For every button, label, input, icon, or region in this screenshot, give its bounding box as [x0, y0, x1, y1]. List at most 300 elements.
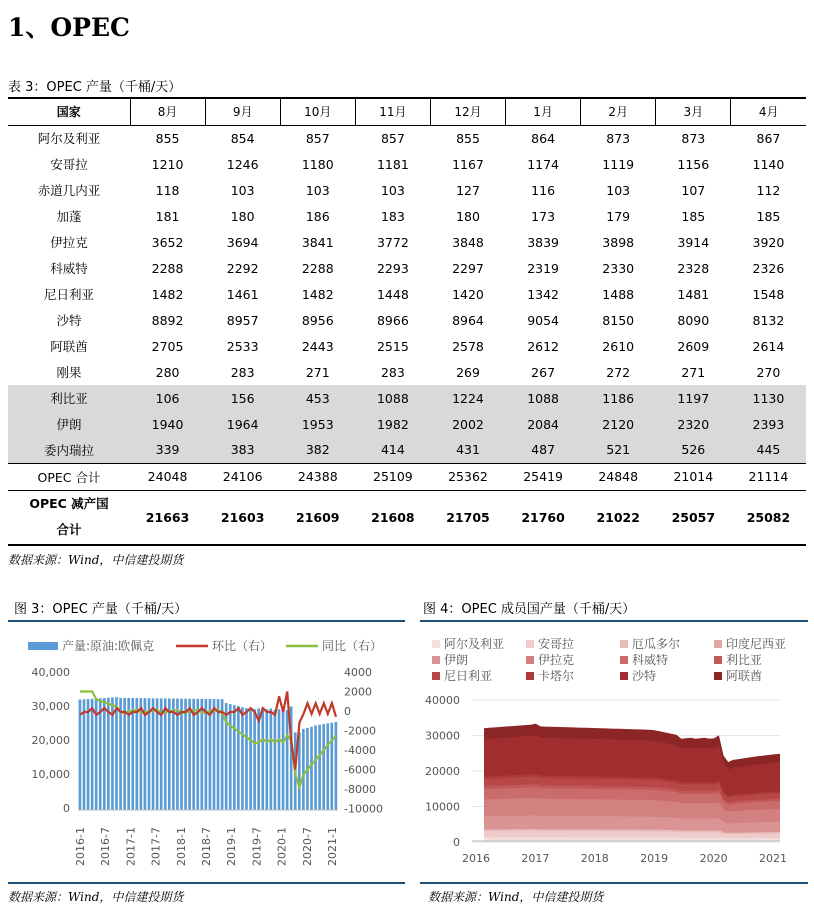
production-value: 383 — [205, 437, 280, 463]
production-bar — [164, 698, 167, 810]
production-value: 1342 — [527, 286, 559, 302]
x-axis-tick: 2016-1 — [74, 827, 87, 866]
production-value: 127 — [456, 182, 480, 198]
production-bar — [184, 699, 187, 810]
production-bar — [91, 699, 94, 810]
production-value: 2326 — [752, 260, 785, 276]
production-value: 103 — [606, 182, 631, 198]
x-axis-tick: 2018 — [580, 852, 609, 865]
header-country: 国家 — [8, 98, 130, 125]
country-name: 尼日利亚 — [43, 287, 94, 302]
table-row — [8, 229, 806, 255]
fig3-title: 图 3：OPEC 产量（千桶/天） — [14, 602, 188, 617]
production-value: 1482 — [301, 286, 334, 302]
production-bar — [217, 699, 220, 810]
cut-total-value: 21609 — [280, 490, 355, 545]
production-value: 1119 — [602, 156, 635, 172]
header-month: 10月 — [280, 98, 355, 125]
production-value: 2320 — [656, 411, 731, 437]
right-axis-tick: -2000 — [344, 724, 376, 738]
table-row — [8, 151, 806, 177]
x-axis-tick: 2018-7 — [200, 827, 213, 866]
production-value: 8964 — [452, 312, 484, 328]
fig3-top-rule — [8, 620, 405, 622]
header-month: 12月 — [430, 98, 505, 125]
production-bar — [99, 698, 102, 810]
production-value: 156 — [205, 385, 280, 411]
production-value: 526 — [656, 437, 731, 463]
production-value: 855 — [155, 130, 180, 146]
legend-label-yoy: 同比（右） — [322, 639, 383, 653]
production-value: 180 — [456, 208, 480, 224]
production-value: 9054 — [527, 312, 559, 328]
production-value: 382 — [280, 437, 355, 463]
production-value: 1186 — [581, 385, 656, 411]
cut-total-value: 21608 — [355, 490, 430, 545]
country-name: 刚果 — [56, 365, 82, 380]
production-value: 267 — [531, 364, 556, 380]
production-bar — [310, 727, 313, 810]
country-name: 伊朗 — [8, 411, 130, 437]
x-axis-tick: 2019 — [640, 852, 669, 865]
cut-total-label — [8, 490, 130, 545]
production-value: 116 — [531, 182, 556, 198]
production-value: 1420 — [452, 286, 484, 302]
production-value: 103 — [305, 182, 330, 198]
production-value: 1140 — [752, 156, 785, 172]
cut-total-label-line2: 合计 — [56, 522, 82, 538]
production-bar — [107, 698, 110, 810]
production-value: 179 — [606, 208, 631, 224]
cut-total-value: 25057 — [656, 490, 731, 545]
production-value: 107 — [681, 182, 706, 198]
legend-swatch — [432, 640, 440, 648]
production-bar — [200, 699, 203, 810]
production-bar — [278, 709, 281, 810]
x-axis-tick: 2017-1 — [124, 827, 138, 866]
production-value: 2515 — [376, 338, 409, 354]
production-value: 1167 — [452, 156, 484, 172]
production-value: 1461 — [226, 286, 259, 302]
table-row — [8, 333, 806, 359]
x-axis-tick: 2016 — [462, 852, 490, 865]
production-value: 2614 — [752, 338, 785, 354]
fig3-chart — [8, 626, 408, 878]
production-value: 3848 — [452, 234, 484, 250]
country-name: 阿联酋 — [50, 339, 88, 354]
production-value: 118 — [155, 182, 180, 198]
cut-total-value: 21663 — [130, 490, 205, 545]
production-bar — [131, 698, 134, 810]
production-value: 854 — [230, 130, 255, 146]
production-value: 1964 — [205, 411, 280, 437]
production-value: 521 — [581, 437, 656, 463]
production-bar — [152, 698, 155, 810]
production-value: 3839 — [527, 234, 559, 250]
production-value: 1488 — [602, 286, 635, 302]
y-axis-tick: 30000 — [425, 729, 460, 743]
production-value: 283 — [380, 364, 405, 380]
production-bar — [168, 698, 171, 810]
production-value: 1088 — [355, 385, 430, 411]
x-axis-tick: 2021-1 — [326, 827, 339, 866]
production-value: 2443 — [301, 338, 334, 354]
fig4-top-rule — [420, 620, 808, 622]
table-row — [8, 203, 806, 229]
legend-label: 伊朗 — [444, 653, 469, 667]
table-row — [8, 411, 806, 437]
production-bar — [140, 698, 143, 810]
production-bar — [314, 725, 317, 810]
production-value: 8892 — [151, 312, 184, 328]
production-bar — [330, 723, 333, 810]
production-value: 280 — [155, 364, 180, 380]
total-value: 24106 — [205, 463, 280, 490]
production-bar — [87, 699, 90, 810]
total-label: OPEC 合计 — [8, 463, 130, 490]
production-bar — [261, 710, 264, 810]
cut-total-value: 21603 — [205, 490, 280, 545]
production-value: 3898 — [602, 234, 635, 250]
country-name: 科威特 — [50, 261, 88, 276]
production-value: 1224 — [430, 385, 505, 411]
country-name: 利比亚 — [8, 385, 130, 411]
legend-label: 利比亚 — [726, 653, 763, 667]
total-value: 24848 — [581, 463, 656, 490]
header-month: 9月 — [205, 98, 280, 125]
table-row — [8, 255, 806, 281]
x-axis-tick: 2020-1 — [275, 827, 289, 866]
fig4-chart — [420, 626, 808, 878]
y-axis-tick: 40000 — [425, 694, 460, 707]
production-value: 181 — [155, 208, 180, 224]
total-value: 21014 — [656, 463, 731, 490]
total-value: 21114 — [731, 463, 806, 490]
production-value: 857 — [305, 130, 330, 146]
total-value: 25419 — [506, 463, 581, 490]
production-value: 453 — [280, 385, 355, 411]
x-axis-tick: 2016-7 — [99, 827, 113, 866]
table-row — [8, 359, 806, 385]
production-bar — [286, 710, 289, 810]
legend-swatch — [620, 640, 628, 648]
production-value: 2609 — [677, 338, 710, 354]
production-bar — [115, 697, 118, 810]
country-name: 沙特 — [56, 313, 82, 328]
production-value: 2288 — [151, 260, 184, 276]
legend-label: 印度尼西亚 — [726, 637, 787, 651]
production-value: 1448 — [376, 286, 409, 302]
production-bar — [103, 698, 106, 810]
cut-total-value: 25082 — [731, 490, 806, 545]
production-value: 2297 — [452, 260, 484, 276]
table-row — [8, 307, 806, 333]
production-value: 414 — [355, 437, 430, 463]
production-bar — [83, 699, 86, 810]
right-axis-tick: 2000 — [344, 685, 372, 699]
country-name: 赤道几内亚 — [37, 183, 101, 198]
production-value: 2705 — [151, 338, 184, 354]
production-value: 1174 — [527, 156, 559, 172]
production-value: 1130 — [731, 385, 806, 411]
total-value: 24048 — [130, 463, 205, 490]
legend-label: 安哥拉 — [538, 637, 575, 651]
table-row — [8, 437, 806, 463]
fig3-source-note: 数据来源：Wind，中信建投期货 — [8, 890, 184, 904]
production-bar — [156, 698, 159, 810]
table-row — [8, 281, 806, 307]
production-value: 173 — [531, 208, 556, 224]
production-value: 431 — [430, 437, 505, 463]
legend-label: 厄瓜多尔 — [632, 637, 681, 651]
x-axis-tick: 2017 — [521, 852, 550, 865]
production-value: 2610 — [602, 338, 635, 354]
legend-swatch — [620, 672, 628, 680]
production-value: 270 — [756, 364, 781, 380]
legend-swatch — [526, 656, 534, 664]
fig4-bottom-rule — [420, 882, 808, 884]
x-axis-tick: 2017-7 — [149, 827, 163, 866]
production-bar — [229, 704, 232, 810]
production-value: 2288 — [301, 260, 334, 276]
production-value: 2293 — [376, 260, 409, 276]
production-bar — [274, 710, 277, 810]
production-value: 2292 — [226, 260, 259, 276]
header-month: 1月 — [506, 98, 581, 125]
production-value: 3694 — [226, 234, 259, 250]
right-axis-tick: -4000 — [344, 744, 376, 757]
total-value: 25109 — [355, 463, 430, 490]
production-value: 1210 — [151, 156, 184, 172]
legend-swatch — [526, 640, 534, 648]
legend-swatch — [432, 672, 440, 680]
left-axis-tick: 20,000 — [31, 734, 70, 747]
header-month: 11月 — [355, 98, 430, 125]
production-bar — [318, 725, 321, 810]
production-bar — [123, 698, 126, 810]
y-axis-tick: 10000 — [425, 800, 460, 814]
production-value: 1982 — [355, 411, 430, 437]
production-value: 3772 — [376, 234, 409, 250]
legend-label: 卡塔尔 — [538, 669, 575, 683]
production-value: 873 — [681, 130, 706, 146]
cut-total-value: 21760 — [506, 490, 581, 545]
production-bar — [135, 698, 138, 810]
production-value: 1246 — [226, 156, 259, 172]
production-bar — [119, 698, 122, 810]
production-bar — [322, 724, 325, 810]
left-axis-tick: 0 — [63, 802, 70, 815]
x-axis-tick: 2019-7 — [250, 827, 264, 866]
legend-swatch — [714, 672, 722, 680]
production-value: 3652 — [151, 234, 184, 250]
production-value: 1180 — [301, 156, 334, 172]
country-name: 安哥拉 — [50, 157, 88, 172]
section-heading: 1、OPEC — [8, 13, 130, 42]
legend-swatch — [526, 672, 534, 680]
total-row — [8, 463, 806, 490]
production-bar — [237, 706, 240, 810]
production-value: 2612 — [527, 338, 559, 354]
legend-label: 沙特 — [632, 669, 657, 683]
production-value: 8956 — [301, 312, 334, 328]
production-value: 3841 — [301, 234, 334, 250]
right-axis-tick: -6000 — [344, 763, 376, 777]
cut-total-value: 21705 — [430, 490, 505, 545]
production-value: 103 — [230, 182, 255, 198]
country-name: 加蓬 — [56, 209, 82, 224]
production-value: 8966 — [376, 312, 409, 328]
production-bar — [213, 699, 216, 810]
production-value: 8090 — [677, 312, 710, 328]
table-row — [8, 177, 806, 203]
production-value: 2578 — [452, 338, 484, 354]
production-bar — [265, 709, 268, 810]
production-value: 1940 — [130, 411, 205, 437]
production-value: 8957 — [226, 312, 259, 328]
production-value: 8150 — [602, 312, 635, 328]
production-bar — [253, 709, 256, 810]
production-value: 112 — [756, 182, 781, 198]
production-value: 1156 — [677, 156, 710, 172]
legend-swatch — [714, 656, 722, 664]
production-value: 185 — [681, 208, 706, 224]
production-value: 857 — [380, 130, 405, 146]
production-bar — [282, 709, 285, 810]
production-value: 283 — [230, 364, 255, 380]
left-axis-tick: 30,000 — [31, 700, 70, 713]
production-bar — [196, 699, 199, 810]
header-month: 4月 — [731, 98, 806, 125]
x-axis-tick: 2020 — [699, 852, 728, 865]
left-axis-tick: 10,000 — [31, 768, 70, 781]
production-value: 2393 — [731, 411, 806, 437]
production-value: 271 — [681, 364, 706, 380]
production-value: 2533 — [226, 338, 259, 354]
legend-label: 阿尔及利亚 — [444, 637, 505, 651]
production-value: 271 — [305, 364, 330, 380]
legend-label: 尼日利亚 — [444, 669, 493, 683]
header-month: 3月 — [656, 98, 731, 125]
production-value: 2319 — [527, 260, 559, 276]
production-value: 1482 — [151, 286, 184, 302]
table-caption: 表 3：OPEC 产量（千桶/天） — [8, 80, 182, 95]
header-month: 8月 — [130, 98, 205, 125]
production-bar — [180, 699, 183, 810]
production-value: 867 — [756, 130, 781, 146]
production-value: 2002 — [430, 411, 505, 437]
production-bar — [257, 709, 260, 810]
country-name: 阿尔及利亚 — [37, 131, 101, 147]
legend-swatch — [432, 656, 440, 664]
cut-total-value: 21022 — [581, 490, 656, 545]
production-value: 103 — [380, 182, 405, 198]
cut-total-label-line1: OPEC 减产国 — [29, 496, 109, 512]
production-value: 2330 — [602, 260, 635, 276]
production-bar — [79, 700, 82, 810]
x-axis-tick: 2019-1 — [225, 827, 239, 866]
legend-swatch — [620, 656, 628, 664]
production-value: 1548 — [752, 286, 785, 302]
production-value: 8132 — [752, 312, 785, 328]
production-value: 855 — [456, 130, 480, 146]
legend-label: 伊拉克 — [538, 653, 575, 667]
production-value: 2328 — [677, 260, 710, 276]
table-source-note: 数据来源：Wind，中信建投期货 — [8, 553, 184, 567]
mom-line — [80, 692, 336, 770]
production-bar — [188, 699, 191, 810]
production-bar — [302, 729, 305, 810]
right-axis-tick: 4000 — [344, 666, 372, 679]
production-bar — [205, 699, 208, 810]
production-value: 106 — [130, 385, 205, 411]
fig3-bottom-rule — [8, 882, 405, 884]
country-name: 委内瑞拉 — [8, 437, 130, 463]
production-value: 186 — [305, 208, 330, 224]
legend-label-mom: 环比（右） — [212, 639, 273, 653]
production-value: 864 — [531, 130, 556, 146]
production-value: 3914 — [677, 234, 710, 250]
production-value: 1088 — [506, 385, 581, 411]
y-axis-tick: 20000 — [425, 765, 460, 778]
production-value: 185 — [756, 208, 781, 224]
production-bar — [249, 710, 252, 810]
country-name: 伊拉克 — [50, 235, 88, 250]
production-value: 180 — [230, 208, 255, 224]
fig4-source-note: 数据来源：Wind，中信建投期货 — [428, 890, 604, 904]
production-value: 269 — [456, 364, 480, 380]
x-axis-tick: 2021 — [759, 852, 787, 865]
production-bar — [326, 723, 329, 810]
production-value: 1197 — [656, 385, 731, 411]
production-bar — [245, 708, 248, 810]
x-axis-tick: 2020-7 — [300, 827, 314, 866]
cut-total-row — [8, 490, 806, 545]
production-value: 2120 — [581, 411, 656, 437]
right-axis-tick: 0 — [344, 705, 351, 718]
production-value: 1953 — [280, 411, 355, 437]
x-axis-tick: 2018-1 — [174, 827, 188, 866]
production-value: 2084 — [506, 411, 581, 437]
legend-swatch — [714, 640, 722, 648]
table-row — [8, 125, 806, 151]
total-value: 25362 — [430, 463, 505, 490]
header-month: 2月 — [581, 98, 656, 125]
opec-production-table — [8, 97, 806, 546]
production-value: 339 — [130, 437, 205, 463]
production-bar — [241, 707, 244, 810]
production-value: 1181 — [376, 156, 409, 172]
production-bar — [172, 699, 175, 810]
left-axis-tick: 40,000 — [31, 666, 70, 679]
production-value: 445 — [731, 437, 806, 463]
legend-label: 阿联酋 — [726, 669, 763, 683]
legend-label-production: 产量:原油:欧佩克 — [62, 639, 155, 653]
fig4-title: 图 4：OPEC 成员国产量（千桶/天） — [423, 602, 636, 617]
production-value: 873 — [606, 130, 631, 146]
table-row — [8, 385, 806, 411]
right-axis-tick: -8000 — [344, 783, 376, 796]
table-header-row — [8, 98, 806, 125]
total-value: 24388 — [280, 463, 355, 490]
production-value: 183 — [380, 208, 405, 224]
production-value: 487 — [506, 437, 581, 463]
y-axis-tick: 0 — [453, 836, 460, 849]
production-value: 1481 — [677, 286, 710, 302]
production-value: 272 — [606, 364, 631, 380]
production-bar — [270, 709, 273, 810]
production-bar — [233, 705, 236, 810]
